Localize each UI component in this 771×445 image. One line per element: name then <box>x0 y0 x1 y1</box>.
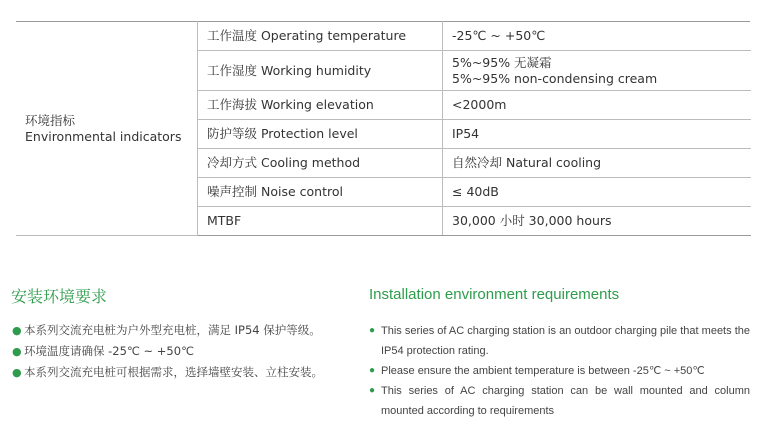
spec-value <box>443 178 751 207</box>
spec-label: 防护等级 Protection level <box>198 120 443 149</box>
list-item-text: Please ensure the ambient temperature is between -25℃ ~ +50℃ <box>381 365 705 377</box>
installation-heading-cn: 安装环境要求 <box>11 287 108 306</box>
list-item <box>10 362 355 383</box>
environmental-spec-table <box>16 21 751 236</box>
bullet-icon: ● <box>12 366 22 379</box>
spec-value-line: 自然冷却 Natural cooling <box>452 155 602 170</box>
spec-value-line: <2000m <box>452 97 507 112</box>
spec-label: 噪声控制 Noise control <box>198 178 443 207</box>
category-label-cn: 环境指标 <box>25 112 76 128</box>
list-item <box>367 381 750 421</box>
spec-value <box>443 207 751 236</box>
bullet-icon: ● <box>12 345 22 358</box>
bullet-icon: ● <box>369 365 376 376</box>
installation-list-cn <box>10 320 355 383</box>
spec-label: 工作海拔 Working elevation <box>198 91 443 120</box>
spec-value-line: 5%~95% non-condensing cream <box>452 70 658 86</box>
table-row <box>17 22 751 51</box>
bullet-icon: ● <box>12 324 22 337</box>
spec-label: 冷却方式 Cooling method <box>198 149 443 178</box>
list-item-text: 本系列交流充电桩可根据需求，选择墙壁安装、立柱安装。 <box>24 365 323 379</box>
list-item <box>367 361 750 381</box>
spec-value <box>443 91 751 120</box>
spec-value-line: 30,000 小时 30,000 hours <box>452 213 612 228</box>
spec-value <box>443 22 751 51</box>
installation-list-en <box>367 321 750 421</box>
list-item <box>10 341 355 362</box>
spec-label: 工作湿度 Working humidity <box>198 51 443 91</box>
spec-label: 工作温度 Operating temperature <box>198 22 443 51</box>
installation-heading-en: Installation environment requirements <box>369 286 620 303</box>
category-cell <box>17 22 198 236</box>
spec-value <box>443 149 751 178</box>
category-label-en: Environmental indicators <box>25 128 182 144</box>
spec-value <box>443 51 751 91</box>
list-item-text: This series of AC charging station is an outdoor charging pile that meets the IP54 protection rating. <box>381 325 750 357</box>
list-item-text: This series of AC charging station can be wall mounted and column mounted according to requirements <box>381 385 750 417</box>
spec-value-line: 5%~95% 无凝霜 <box>452 54 552 70</box>
list-item <box>10 320 355 341</box>
bullet-icon: ● <box>369 325 376 336</box>
spec-value-line: ≤ 40dB <box>452 184 499 199</box>
spec-value <box>443 120 751 149</box>
list-item-text: 本系列交流充电桩为户外型充电桩，满足 IP54 保护等级。 <box>24 323 321 337</box>
spec-value-line: IP54 <box>452 126 480 141</box>
list-item-text: 环境温度请确保 -25℃ ~ +50℃ <box>24 344 194 358</box>
list-item <box>367 321 750 361</box>
spec-label: MTBF <box>198 207 443 236</box>
spec-value-line: -25℃ ~ +50℃ <box>452 28 546 43</box>
bullet-icon: ● <box>369 385 376 396</box>
